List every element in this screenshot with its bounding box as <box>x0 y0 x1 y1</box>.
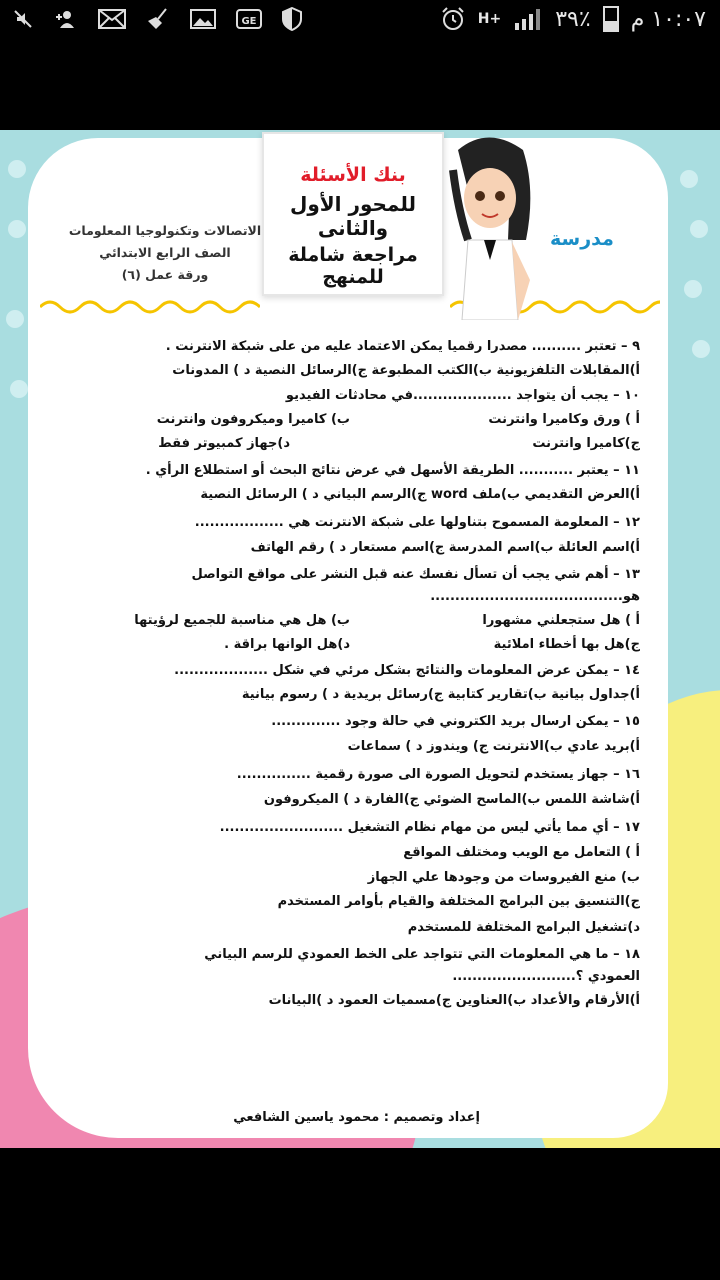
option-c: ج)التنسيق بين البرامج المختلفة والقيام بأوامر المستخدم <box>277 894 640 909</box>
option-b: ب) منع الفيروسات من وجودها علي الجهاز <box>367 870 640 885</box>
question-13-continued: هو....................................... <box>430 589 640 604</box>
option-d: د)تشغيل البرامج المختلفة للمستخدم <box>407 920 640 935</box>
broom-icon <box>146 7 170 31</box>
alarm-icon <box>440 6 466 32</box>
question-18: ١٨ – ما هي المعلومات التي تتواجد على الخط العمودي للرسم البياني <box>204 947 640 962</box>
question-17: ١٧ – أي مما يأتي ليس من مهام نظام التشغيل ......................... <box>219 820 640 835</box>
bottom-black-area <box>0 1148 720 1280</box>
option-a: أ ) ورق وكاميرا وانترنت <box>488 412 640 427</box>
question-16: ١٦ – جهاز يستخدم لتحويل الصورة الى صورة رقمية ............... <box>236 767 640 782</box>
option-a: أ ) هل ستجعلني مشهورا <box>482 613 640 628</box>
banner-subtitle: للمحور الأول والثانى <box>289 192 417 240</box>
question-18-options: أ)الأرقام والأعداد ب)العناوين ج)مسميات العمود د )البيانات <box>268 993 640 1008</box>
signal-icon <box>513 7 543 31</box>
question-12: ١٢ – المعلومة المسموح بتناولها على شبكة الانترنت هي .................. <box>194 515 640 530</box>
subject-header <box>60 220 270 286</box>
question-10: ١٠ – يجب أن يتواجد ....................في محادثات الفيديو <box>285 388 640 403</box>
question-15: ١٥ – يمكن ارسال بريد الكتروني في حالة وجود .............. <box>271 714 640 729</box>
question-18-continued: العمودي ؟......................... <box>452 969 640 984</box>
girl-illustration <box>438 130 538 320</box>
question-9-options: أ)المقابلات التلفزيونية ب)الكتب المطبوعة ج)الرسائل النصية د ) المدونات <box>172 363 640 378</box>
question-15-options: أ)بريد عادي ب)الانترنت ج) ويندوز د ) سماعات <box>347 739 640 754</box>
option-b: ب) كاميرا وميكروفون وانترنت <box>156 412 350 427</box>
notification-icons <box>12 4 302 34</box>
question-11: ١١ – يعتبر ........... الطريقة الأسهل في عرض نتائج البحث أو استطلاع الرأي . <box>145 463 640 478</box>
question-16-options: أ)شاشة اللمس ب)الماسح الضوئي ج)الفارة د ) الميكروفون <box>263 792 640 807</box>
option-c: ج)كاميرا وانترنت <box>532 436 640 451</box>
battery-icon <box>603 6 619 32</box>
question-9: ٩ – تعتبر .......... مصدرا رقميا يمكن الاعتماد عليه من على شبكة الانترنت . <box>165 339 640 354</box>
question-11-options: أ)العرض التقديمي ب)ملف word ج)الرسم البياني د ) الرسائل النصية <box>200 487 640 502</box>
question-14-options: أ)جداول بيانية ب)تقارير كتابية ج)رسائل بريدية د ) رسوم بيانية <box>241 687 640 702</box>
option-d: د)جهاز كمبيوتر فقط <box>158 436 290 451</box>
svg-text:GE: GE <box>241 16 257 27</box>
status-bar <box>0 0 720 38</box>
option-b: ب) هل هي مناسبة للجميع لرؤيتها <box>134 613 350 628</box>
option-a: أ ) التعامل مع الويب ومختلف المواقع <box>403 845 640 860</box>
network-type: H+ <box>477 11 502 27</box>
battery-percent: ٣٩٪ <box>555 6 591 32</box>
shield-icon <box>282 7 302 31</box>
mail-icon <box>98 9 126 29</box>
grade-line: الصف الرابع الابتدائي <box>99 245 231 260</box>
school-label: مدرسة <box>550 228 614 250</box>
option-c: ج)هل بها أخطاء املائية <box>493 637 640 652</box>
subject-line: الاتصالات وتكنولوجيا المعلومات <box>68 223 262 238</box>
question-14: ١٤ – يمكن عرض المعلومات والنتائج بشكل مرئي في شكل ................... <box>174 663 640 678</box>
question-13: ١٣ – أهم شي يجب أن تسأل نفسك عنه قبل النشر على مواقع التواصل <box>191 567 640 582</box>
banner-subtitle-2: مراجعة شاملة للمنهج <box>288 244 418 288</box>
sheet-number: ورقة عمل (٦) <box>121 267 209 282</box>
title-banner <box>262 132 444 296</box>
wave-left <box>40 298 260 316</box>
clock: ١٠:٠٧ م <box>630 6 706 32</box>
image-icon <box>190 9 216 29</box>
banner-title: بنك الأسئلة <box>300 164 406 186</box>
author-credit: إعداد وتصميم : محمود ياسين الشافعي <box>233 1110 480 1125</box>
mute-icon <box>12 8 34 30</box>
system-status <box>440 4 706 34</box>
option-d: د)هل الوانها براقة . <box>224 637 350 652</box>
ge-icon <box>236 9 262 29</box>
worksheet-image[interactable] <box>0 130 720 1148</box>
add-user-icon <box>54 8 78 30</box>
question-12-options: أ)اسم العائلة ب)اسم المدرسة ج)اسم مستعار د ) رقم الهاتف <box>250 540 640 555</box>
